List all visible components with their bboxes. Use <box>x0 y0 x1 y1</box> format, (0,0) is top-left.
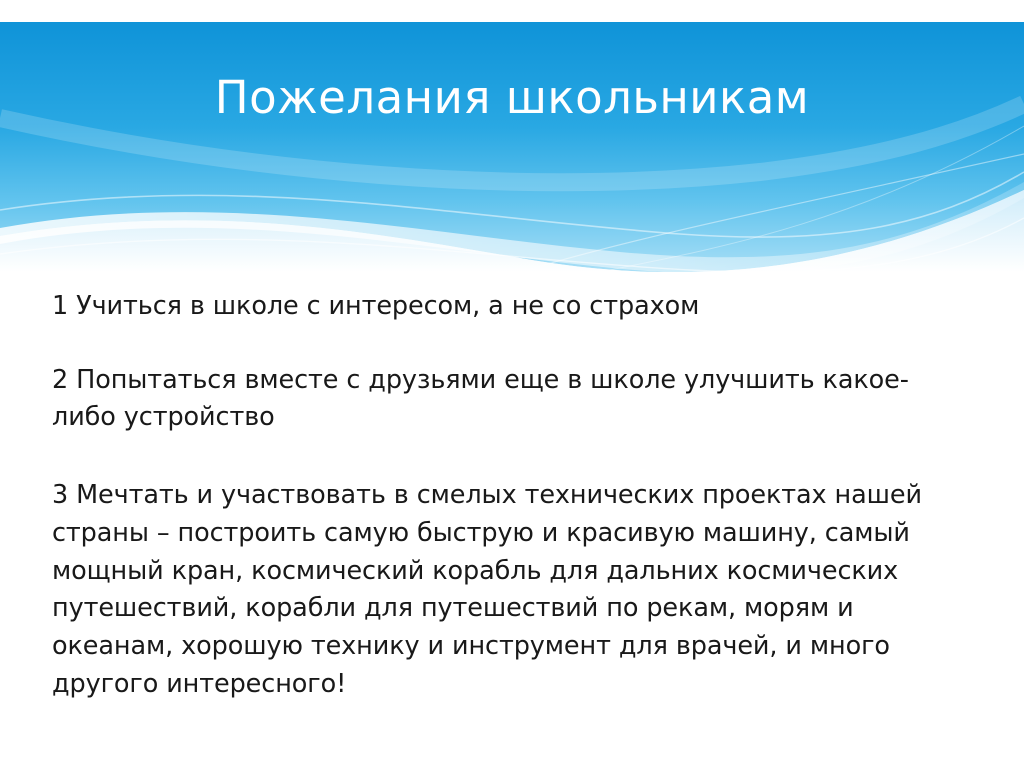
list-item: 1 Учиться в школе с интересом, а не со страхом <box>52 291 700 321</box>
list-item: 2 Попытаться вместе с друзьями еще в школе улучшить какое-либо устройство <box>52 364 909 433</box>
slide-body <box>52 288 972 704</box>
page-title: Пожелания школьникам <box>214 71 810 124</box>
list-item: 3 Мечтать и участвовать в смелых технических проектах нашей страны – построить самую быструю и красивую машину, самый мощный кран, космический корабль для дальних космических путешествий, корабли для путешествий по рекам, морям и океанам, хорошую технику и инструмент для врачей, и много другого интересного! <box>52 480 922 699</box>
header-banner-graphic <box>0 22 1024 272</box>
